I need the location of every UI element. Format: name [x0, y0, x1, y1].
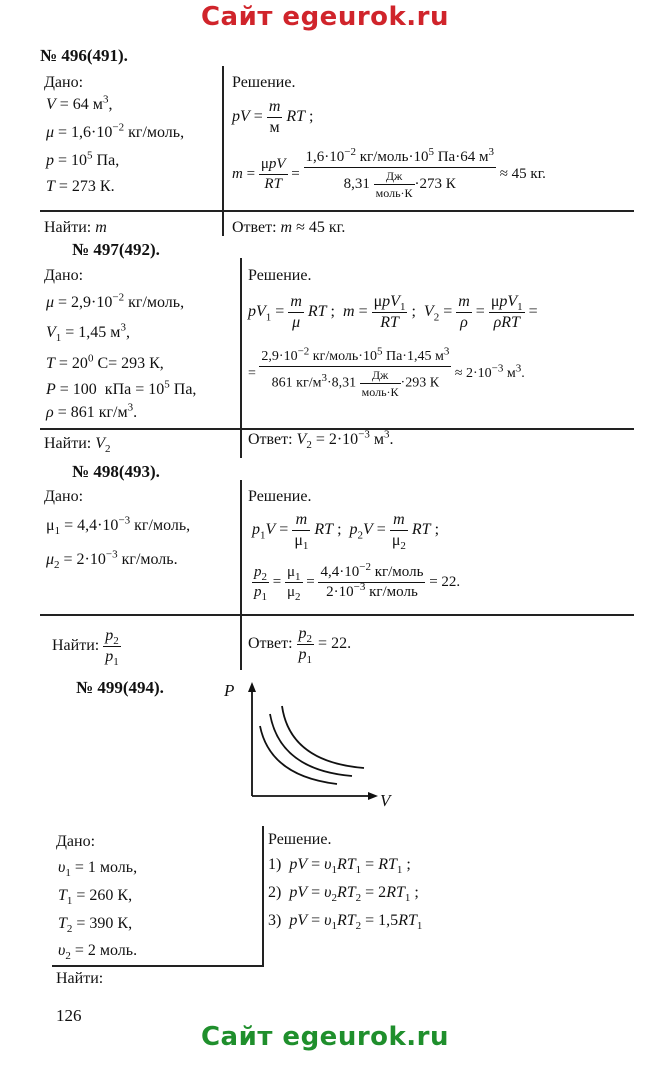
page-number: 126 — [56, 1006, 82, 1025]
given-499-amount-2: $\upsilon_2 = 2$ моль. — [58, 942, 138, 963]
equation-496-2: m = $\frac{\text{μpV}}{RT}$ = $1,6\cdot 10^{-2}$ $кг/моль\cdot 10^5$ Па·64 $м^3$ 8,31 $\frac{Дж}{\text{моль·К}}$ ·273 К ≈ 45 кг. — [232, 146, 546, 200]
step-499-2: 2) pV = $\upsilon_2RT_2 = 2RT_1$ ; — [268, 884, 419, 905]
given-label-499: Дано: — [56, 833, 96, 850]
given-497-pressure: P = 100 кПа = $10^5$ Па, — [46, 378, 197, 398]
step-499-3: 3) pV = $\upsilon_1RT_2 = 1,5RT_1$ — [268, 912, 423, 933]
answer-498: Ответ: $\frac{p_2}{p_1}$ = 22. — [248, 625, 352, 667]
given-496-molar-mass: $\mu = 1,6\cdot 10^{-2}$ кг/моль, — [46, 121, 185, 141]
v-axis-label: V — [380, 791, 391, 808]
solution-label-496: Решение. — [232, 74, 296, 91]
divider-498-vertical — [240, 480, 242, 670]
find-498: Найти: $\frac{p_2}{p_1}$ — [52, 627, 119, 669]
given-label-498: Дано: — [44, 488, 84, 505]
given-498-mu2: $\mu_2 = 2\cdot 10^{-3}$ кг/моль. — [46, 548, 178, 572]
p-axis-label: P — [224, 681, 235, 700]
equation-496-1: pV = $\frac{m}{м}$ RT ; — [232, 98, 314, 136]
answer-496: Ответ: m ≈ 45 кг. — [232, 219, 346, 236]
divider-496-horizontal — [40, 210, 634, 212]
step-499-1: 1) pV = $\upsilon_1RT_1 = RT_1$ ; — [268, 856, 411, 877]
equation-497-2: = $2,9\cdot 10^{-2}$ $кг/моль\cdot 10^5$ Па·1,45 $м^3$ 861 $кг/м^3\cdot 8,31$ $\frac{Дж}{\text{моль·К}}$ ·293 К ≈ $2\cdot 10^{-3}$ $м^3$. — [248, 345, 525, 399]
solution-label-498: Решение. — [248, 488, 312, 505]
find-496: Найти: m — [44, 219, 107, 236]
answer-497: Ответ: $V_2 = 2\cdot 10^{-3}$ $м^3$. — [248, 428, 394, 452]
problem-497-number: № 497(492). — [72, 240, 160, 259]
solution-label-499: Решение. — [268, 831, 332, 848]
isotherm-curve-1 — [260, 726, 337, 784]
divider-498-horizontal — [40, 614, 634, 616]
given-496-temperature: T = 273 К. — [46, 178, 115, 195]
given-499-temp-1: $T_1 = 260$ К, — [58, 887, 133, 908]
isotherm-curve-2 — [270, 714, 352, 776]
p-axis-arrow — [248, 682, 256, 692]
given-497-temperature: $T = 20^0$ С= 293 К, — [46, 352, 164, 372]
given-498-mu1: $\mu_1 = 4,4\cdot 10^{-3}$ кг/моль, — [46, 514, 191, 538]
given-496-pressure: $p = 10^5$ Па, — [46, 149, 120, 169]
site-header: Сайт egeurok.ru — [200, 2, 450, 32]
find-499: Найти: — [56, 970, 104, 987]
isotherm-curve-3 — [282, 706, 364, 768]
given-497-molar-mass: $\mu = 2,9\cdot 10^{-2}$ кг/моль, — [46, 291, 185, 311]
given-label-497: Дано: — [44, 267, 84, 284]
given-label-496: Дано: — [44, 74, 84, 91]
problem-498-number: № 498(493). — [72, 462, 160, 481]
equation-497-1: $pV_1$ = $\frac{m}{\mu}$ RT ; m = $\frac{\mu pV_1}{RT}$ ; $V_2$ = $\frac{m}{\rho}$ = $\frac{\mu pV_1}{\text{ρRT}}$ = — [248, 293, 538, 331]
pv-isotherm-graph — [222, 678, 402, 808]
equation-498-2: $\frac{p_2}{p_1}$ = $\frac{\mu_1}{\mu_2}$ = $\frac{4,4\cdot 10^{-2} кг/моль}{2\cdot 10^{-3} кг/моль}$ = 22. — [254, 561, 461, 603]
problem-496-number: № 496(491). — [40, 46, 128, 65]
v-axis-arrow — [368, 792, 378, 800]
given-496-volume: V = 64 $м^3$, — [46, 93, 113, 113]
find-497: Найти: $V_2$ — [44, 435, 111, 456]
equation-498-1: $p_1V$ = $\frac{m}{\mu_1}$ RT ; $p_2V$ = $\frac{m}{\mu_2}$ RT ; — [252, 511, 440, 553]
given-497-density: ρ = 861 $кг/м^3$. — [46, 401, 138, 421]
given-497-volume: $V_1 = 1,45$ $м^3$, — [46, 321, 130, 345]
problem-499-number: № 499(494). — [76, 678, 164, 697]
divider-499-vertical — [262, 826, 264, 966]
given-499-amount-1: $\upsilon_1 = 1$ моль, — [58, 859, 138, 880]
divider-499-horizontal — [52, 965, 264, 967]
site-footer: Сайт egeurok.ru — [200, 1022, 450, 1052]
given-499-temp-2: $T_2 = 390$ К, — [58, 915, 133, 936]
solution-label-497: Решение. — [248, 267, 312, 284]
